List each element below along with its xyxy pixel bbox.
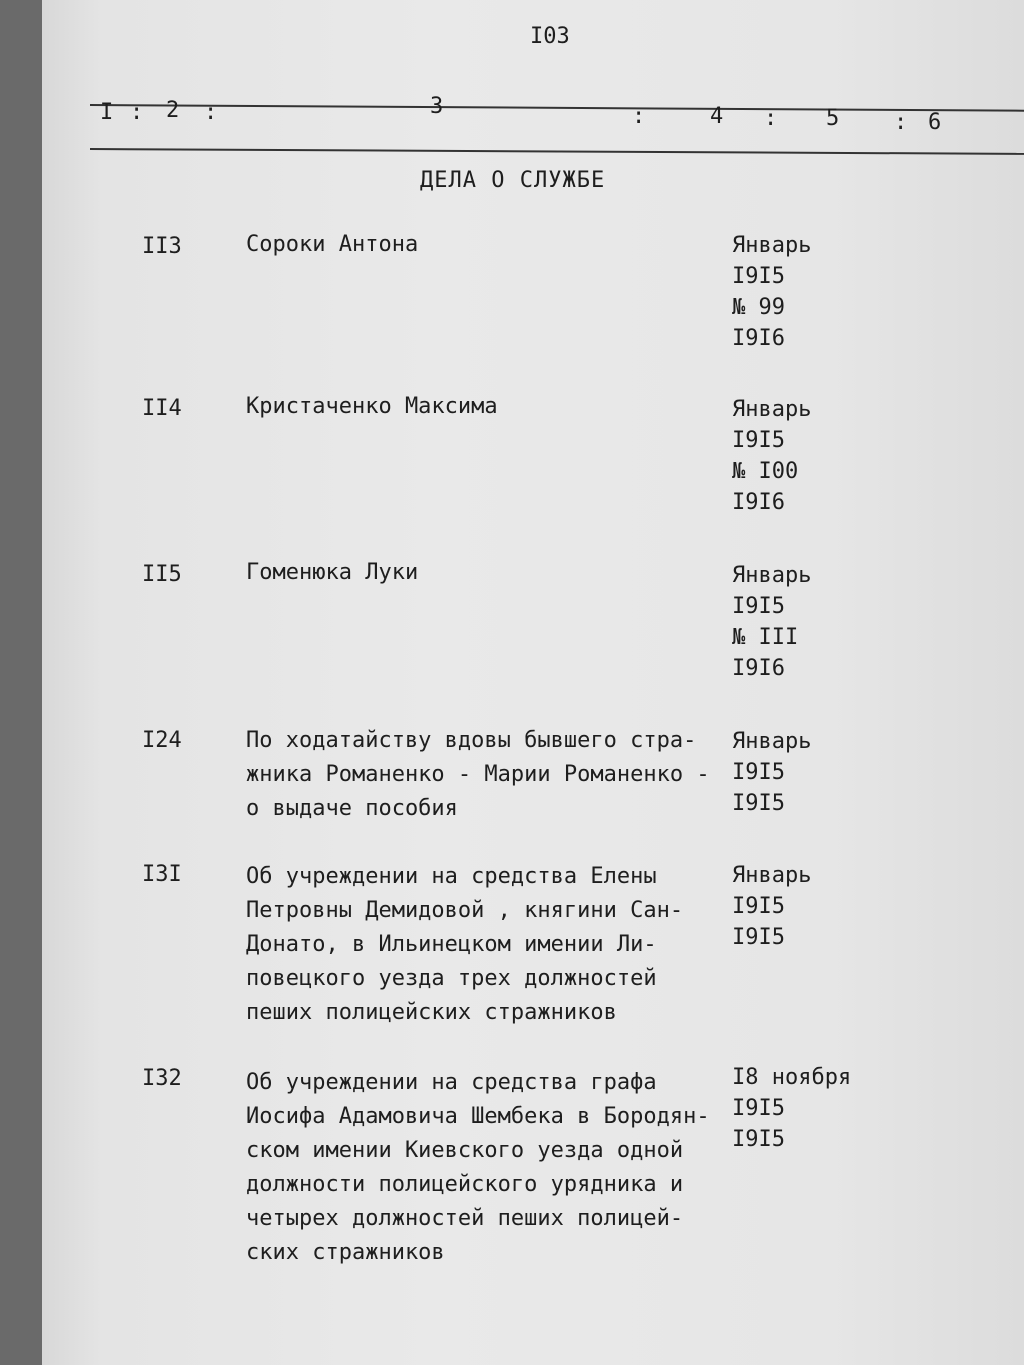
description-line: Кристаченко Максима <box>246 394 498 419</box>
header-bottom-rule <box>90 148 1024 155</box>
column-separator: : <box>204 100 218 125</box>
description-line: Петровны Демидовой , княгини Сан- <box>246 898 684 923</box>
entry-number: I24 <box>142 728 182 753</box>
entry-number: I3I <box>142 862 182 887</box>
column-separator: : <box>632 104 646 129</box>
column-separator: : <box>130 100 144 125</box>
entry-number: II4 <box>142 396 182 421</box>
section-title: ДЕЛА О СЛУЖБЕ <box>420 168 606 193</box>
description-line: жника Романенко - Марии Романенко - <box>246 762 710 787</box>
entry-number: II3 <box>142 234 182 259</box>
date-line: № 99 <box>732 295 785 320</box>
entry-number: I32 <box>142 1066 182 1091</box>
description-line: Об учреждении на средства Елены <box>246 864 657 889</box>
date-line: I8 ноября <box>732 1065 852 1090</box>
entry-dates <box>732 860 811 953</box>
column-separator: : <box>894 110 908 135</box>
date-line: № I00 <box>732 459 799 484</box>
date-line: Январь <box>732 863 812 888</box>
column-separator: : <box>764 106 778 131</box>
description-line: о выдаче пособия <box>246 796 458 821</box>
date-line: I9I5 <box>732 264 785 289</box>
date-line: I9I5 <box>732 1096 785 1121</box>
description-line: должности полицейского урядника и <box>246 1172 684 1197</box>
entry-description <box>246 860 736 1030</box>
date-line: I9I5 <box>732 894 785 919</box>
date-line: I9I5 <box>732 428 785 453</box>
date-line: I9I5 <box>732 925 785 950</box>
entry-dates <box>732 1062 851 1155</box>
date-line: I9I5 <box>732 791 785 816</box>
date-line: Январь <box>732 563 812 588</box>
page-number: I03 <box>530 24 570 49</box>
description-line: По ходатайству вдовы бывшего стра- <box>246 728 697 753</box>
date-line: I9I6 <box>732 656 785 681</box>
column-number-4: 4 <box>710 104 724 129</box>
column-number-5: 5 <box>826 106 840 131</box>
description-line: четырех должностей пеших полицей- <box>246 1206 684 1231</box>
entry-description <box>246 556 736 590</box>
entry-description <box>246 724 736 826</box>
entry-description <box>246 390 736 424</box>
entry-description <box>246 228 736 262</box>
date-line: № III <box>732 625 799 650</box>
description-line: Иосифа Адамовича Шембека в Бородян- <box>246 1104 710 1129</box>
date-line: I9I5 <box>732 1127 785 1152</box>
description-line: ских стражников <box>246 1240 445 1265</box>
date-line: I9I5 <box>732 594 785 619</box>
column-number-2: 2 <box>166 98 180 123</box>
date-line: Январь <box>732 397 812 422</box>
document-page <box>42 0 1024 1365</box>
description-line: Гоменюка Луки <box>246 560 419 585</box>
description-line: Сороки Антона <box>246 232 419 257</box>
entry-description <box>246 1066 736 1270</box>
description-line: ском имении Киевского уезда одной <box>246 1138 684 1163</box>
header-top-rule <box>90 104 1024 112</box>
entry-dates <box>732 230 811 354</box>
entry-dates <box>732 560 811 684</box>
description-line: Об учреждении на средства графа <box>246 1070 657 1095</box>
column-number-1: I <box>100 100 114 125</box>
date-line: I9I5 <box>732 760 785 785</box>
date-line: I9I6 <box>732 490 785 515</box>
description-line: повецкого уезда трех должностей <box>246 966 657 991</box>
date-line: Январь <box>732 729 812 754</box>
description-line: пеших полицейских стражников <box>246 1000 617 1025</box>
entry-dates <box>732 394 811 518</box>
description-line: Донато, в Ильинецком имении Ли- <box>246 932 657 957</box>
date-line: I9I6 <box>732 326 785 351</box>
entry-number: II5 <box>142 562 182 587</box>
column-number-3: 3 <box>430 94 444 119</box>
date-line: Январь <box>732 233 812 258</box>
entry-dates <box>732 726 811 819</box>
column-number-6: 6 <box>928 110 942 135</box>
